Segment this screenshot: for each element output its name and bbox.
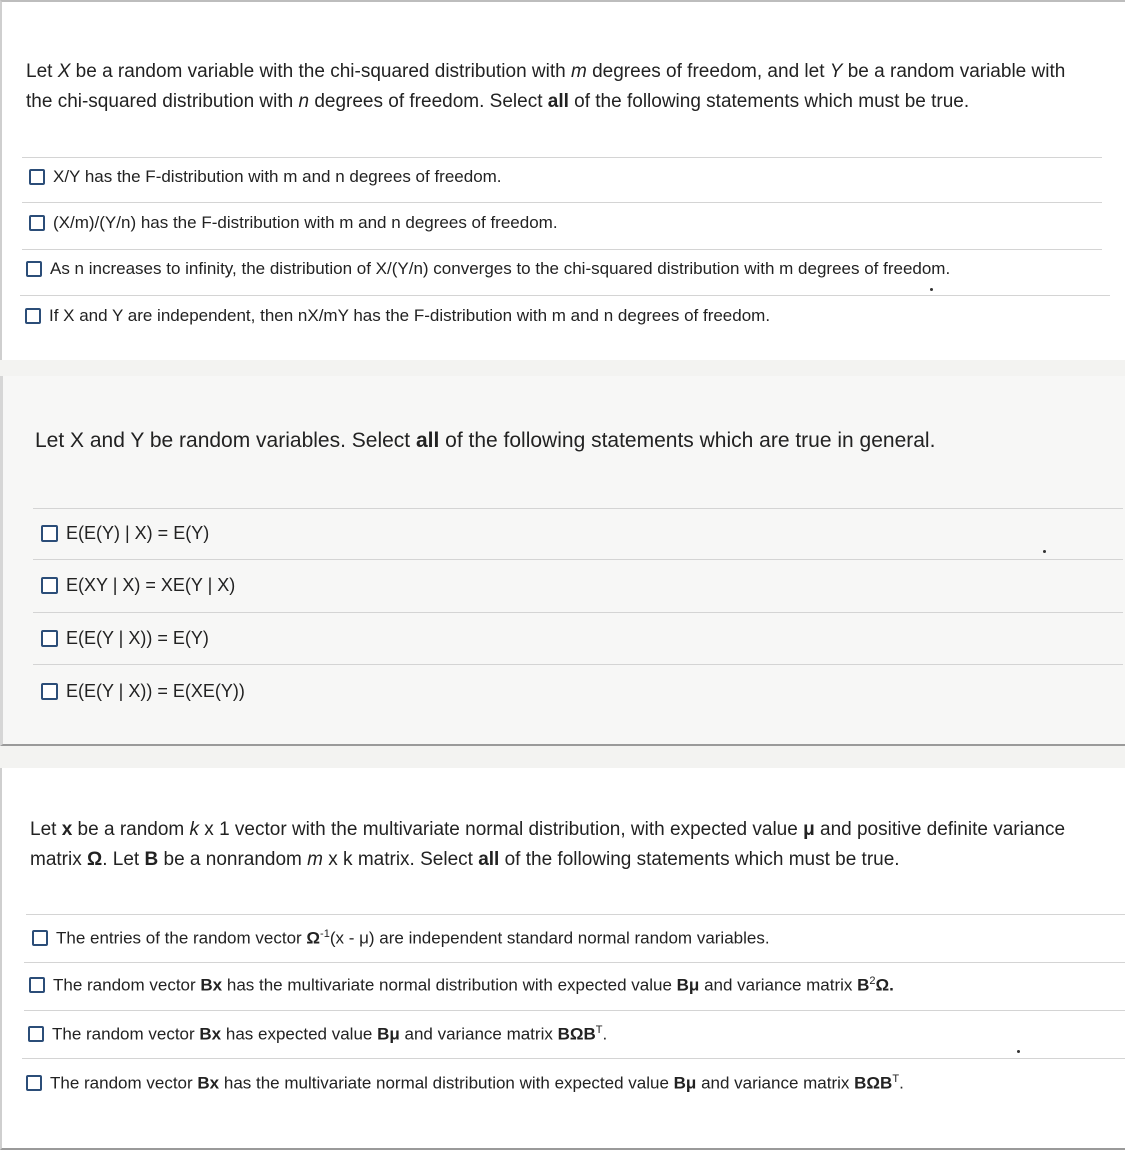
checkbox[interactable]	[41, 630, 58, 647]
divider	[20, 295, 1110, 296]
q2-option-3[interactable]	[41, 628, 209, 649]
q1-option-2[interactable]	[29, 213, 558, 233]
checkbox[interactable]	[29, 169, 45, 185]
q2-option-4[interactable]	[41, 681, 245, 702]
divider	[22, 157, 1102, 158]
divider	[33, 508, 1123, 509]
dust-speck	[1017, 1050, 1020, 1053]
option-label: E(XY | X) = XE(Y | X)	[66, 575, 236, 595]
q2-option-2[interactable]	[41, 575, 235, 596]
option-label: As n increases to infinity, the distribution of X/(Y/n) converges to the chi-squared distribution with m degrees of freedom.	[50, 259, 951, 278]
option-label: (X/m)/(Y/n) has the F-distribution with m and n degrees of freedom.	[53, 213, 558, 232]
checkbox[interactable]	[32, 930, 48, 946]
q3-option-2[interactable]	[29, 975, 894, 996]
checkbox[interactable]	[41, 577, 58, 594]
checkbox[interactable]	[29, 215, 45, 231]
question-3-prompt: Let x be a random k x 1 vector with the multivariate normal distribution, with expected value μ and positive definite variance matrix Ω. Let B be a nonrandom m x k matrix. Select all of the following statements which must be true.	[30, 819, 1066, 870]
question-card-1	[0, 0, 1125, 360]
divider	[33, 612, 1123, 613]
dust-speck	[930, 288, 933, 291]
divider	[24, 1010, 1125, 1011]
q1-option-3[interactable]	[26, 259, 950, 279]
q1-option-1[interactable]	[29, 167, 502, 187]
option-label: E(E(Y | X)) = E(XE(Y))	[66, 681, 245, 701]
divider	[22, 249, 1102, 250]
checkbox[interactable]	[41, 683, 58, 700]
checkbox[interactable]	[29, 977, 45, 993]
option-label: E(E(Y) | X) = E(Y)	[66, 523, 210, 543]
divider	[22, 202, 1102, 203]
q2-option-1[interactable]	[41, 523, 209, 544]
option-label: The random vector Bx has the multivariate normal distribution with expected value Bμ and variance matrix $B^2\Omega$.	[53, 975, 894, 995]
divider	[24, 962, 1125, 963]
question-2-prompt: Let X and Y be random variables. Select all of the following statements which are true in general.	[35, 429, 936, 452]
option-label: E(E(Y | X)) = E(Y)	[66, 628, 209, 648]
question-1-prompt: Let X be a random variable with the chi-squared distribution with m degrees of freedom, and let Y be a random variable with the chi-squared distribution with n degrees of freedom. Select all of the following statements which must be true.	[26, 61, 1066, 112]
dust-speck	[1043, 550, 1046, 553]
divider	[33, 664, 1123, 665]
checkbox[interactable]	[25, 308, 41, 324]
divider	[33, 559, 1123, 560]
option-label: X/Y has the F-distribution with m and n degrees of freedom.	[53, 167, 502, 186]
option-label: The random vector Bx has the multivariate normal distribution with expected value Bμ and variance matrix $B\Omega B^T$.	[50, 1073, 904, 1093]
option-label: If X and Y are independent, then nX/mY has the F-distribution with m and n degrees of freedom.	[49, 306, 771, 325]
question-card-2	[0, 376, 1125, 746]
question-card-3	[0, 768, 1125, 1150]
q3-option-4[interactable]	[26, 1073, 904, 1094]
q3-option-3[interactable]	[28, 1024, 607, 1045]
checkbox[interactable]	[26, 261, 42, 277]
checkbox[interactable]	[26, 1075, 42, 1091]
option-label: The entries of the random vector $\Omega^{-1}(x - \mu)$ are independent standard normal random variables.	[56, 928, 770, 948]
q1-option-4[interactable]	[25, 306, 770, 326]
checkbox[interactable]	[28, 1026, 44, 1042]
option-label: The random vector Bx has expected value Bμ and variance matrix $B\Omega B^T$.	[52, 1024, 608, 1044]
divider	[26, 914, 1125, 915]
checkbox[interactable]	[41, 525, 58, 542]
divider	[22, 1058, 1125, 1059]
q3-option-1[interactable]	[32, 928, 770, 949]
